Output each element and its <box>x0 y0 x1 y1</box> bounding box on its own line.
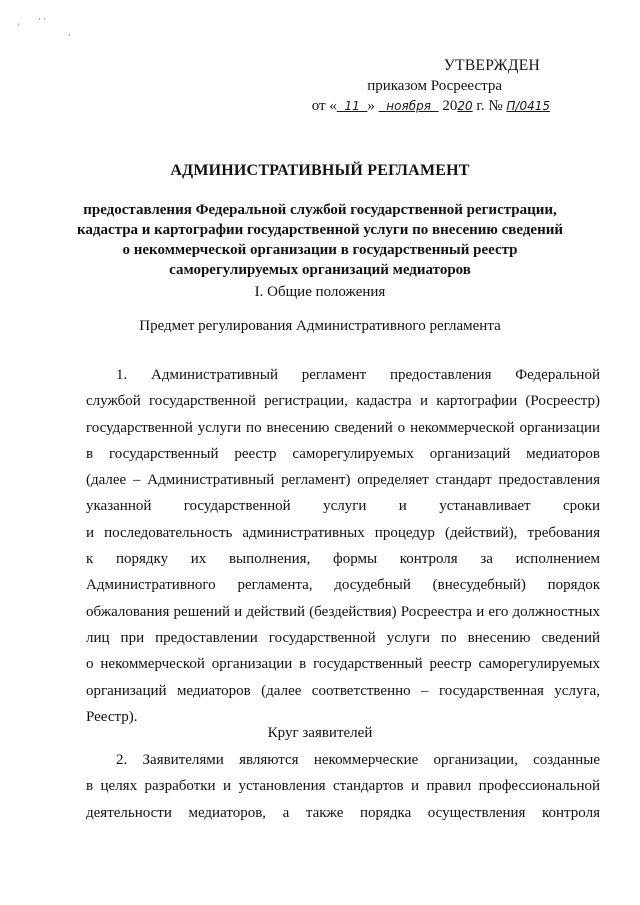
paragraph-line: (далее – Административный регламент) определяет стандарт предоставления <box>86 472 600 489</box>
paragraph-2 <box>86 747 600 826</box>
paragraph-line: обжалования решений и действий (бездействия) Росреестра и его должностных <box>86 603 600 620</box>
order-year: 20 <box>457 99 473 113</box>
paragraph-line: 2. Заявителями являются некоммерческие организации, созданные <box>116 752 600 768</box>
section-heading: I. Общие положения <box>254 284 386 300</box>
order-date-line <box>300 96 550 116</box>
approval-stamp <box>300 56 550 116</box>
order-number: П/0415 <box>506 99 550 113</box>
order-day: 11 <box>344 99 360 113</box>
subtitle-line: предоставления Федеральной службой государственной регистрации, <box>83 202 557 218</box>
scan-speck: ' <box>18 22 20 32</box>
scan-speck: · · <box>38 14 47 24</box>
paragraph-line: о некоммерческой организации в государственный реестр саморегулируемых <box>86 656 600 673</box>
date-prefix: от « <box>311 98 337 114</box>
paragraph-line: лиц при предоставлении государственной услуги по внесению сведений <box>86 629 600 646</box>
paragraph-line: государственной услуги по внесению сведений о некоммерческой организации <box>86 419 600 436</box>
paragraph-line: 1. Административный регламент предоставления Федеральной <box>116 367 600 383</box>
paragraph-1 <box>86 362 600 730</box>
subject-heading: Предмет регулирования Административного регламента <box>139 318 501 334</box>
order-label: приказом Росреестра <box>367 78 502 94</box>
document-subtitle <box>60 200 580 280</box>
paragraph-line: и последовательность административных процедур (действий), требования <box>86 524 600 541</box>
paragraph-line: в целях разработки и установления стандартов и правил профессиональной <box>86 778 600 795</box>
subtitle-line: саморегулируемых организаций медиаторов <box>169 262 471 278</box>
approved-label: УТВЕРЖДЕН <box>443 57 540 74</box>
date-mid: » <box>367 98 375 114</box>
number-prefix: г. № <box>476 98 503 114</box>
subtitle-line: о некоммерческой организации в государственный реестр <box>122 242 518 258</box>
applicants-heading: Круг заявителей <box>267 725 373 741</box>
paragraph-line: организаций медиаторов (далее соответственно – государственная услуга, <box>86 682 600 699</box>
paragraph-line: деятельности медиаторов, а также порядка осуществления контроля <box>86 804 600 821</box>
year-prefix: 20 <box>442 98 458 114</box>
paragraph-line: службой государственной регистрации, кадастра и картографии (Росреестр) <box>86 393 600 410</box>
paragraph-line: в государственный реестр саморегулируемых организаций медиаторов <box>86 445 600 462</box>
subtitle-line: кадастра и картографии государственной услуги по внесению сведений <box>76 222 564 238</box>
paragraph-line: Административного регламента, досудебный (внесудебный) порядок <box>86 577 600 594</box>
paragraph-line: к порядку их выполнения, формы контроля за исполнением <box>86 551 600 568</box>
order-month: ноября <box>386 99 431 113</box>
scan-speck: · <box>68 30 71 40</box>
document-title: АДМИНИСТРАТИВНЫЙ РЕГЛАМЕНТ <box>170 162 470 179</box>
paragraph-line: указанной государственной услуги и устанавливает сроки <box>86 498 600 515</box>
paragraph-line: Реестр). <box>86 708 138 725</box>
